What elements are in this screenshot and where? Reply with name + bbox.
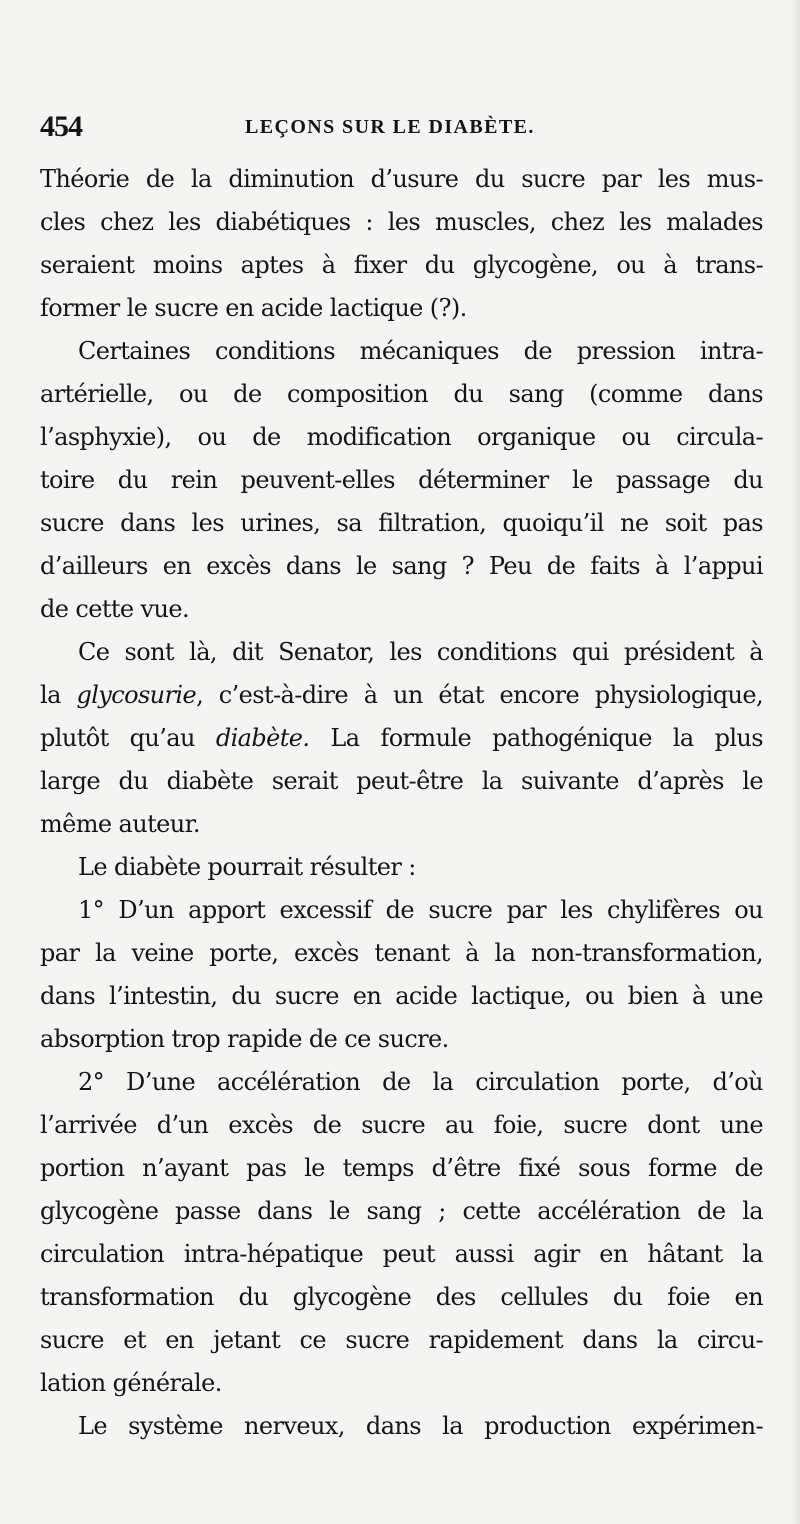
text-line: Ce sont là, dit Senator, les conditions qui président à — [78, 638, 763, 666]
text-line: d’ailleurs en excès dans le sang ? Peu de faits à l’appui — [40, 552, 763, 580]
paragraph-nervous-system — [40, 1405, 763, 1448]
text-line: 2° D’une accélération de la circulation porte, d’où — [78, 1068, 763, 1096]
running-head: LEÇONS SUR LE DIABÈTE. — [245, 116, 535, 138]
text-line: large du diabète serait peut-être la suivante d’après le — [40, 767, 763, 795]
italic-term-glycosurie: glycosurie — [76, 681, 197, 709]
text-line-glycosurie — [40, 674, 763, 717]
paragraph-diabetes-causes-intro — [40, 846, 763, 889]
text-line: former le sucre en acide lactique (?). — [40, 294, 467, 322]
text-line: 1° D’un apport excessif de sucre par les chylifères ou — [78, 896, 763, 924]
text-line: transformation du glycogène des cellules du foie en — [40, 1283, 763, 1311]
text-line: l’arrivée d’un excès de sucre au foie, sucre dont une — [40, 1111, 763, 1139]
italic-term-diabete: diabète. — [215, 724, 310, 752]
paragraph-cause-2 — [40, 1061, 763, 1405]
text-line-diabete — [40, 717, 763, 760]
text-line: dans l’intestin, du sucre en acide lactique, ou bien à une — [40, 982, 763, 1010]
text-line: Le diabète pourrait résulter : — [78, 853, 416, 881]
text-line: absorption trop rapide de ce sucre. — [40, 1025, 449, 1053]
text-line: l’asphyxie), ou de modification organique ou circula- — [40, 423, 763, 451]
text-line: seraient moins aptes à fixer du glycogène, ou à trans- — [40, 251, 763, 279]
text-line: portion n’ayant pas le temps d’être fixé sous forme de — [40, 1154, 763, 1182]
text-line: sucre dans les urines, sa filtration, quoiqu’il ne soit pas — [40, 509, 763, 537]
text-line: Certaines conditions mécaniques de pression intra- — [78, 337, 763, 365]
paragraph-mechanical-conditions — [40, 330, 763, 631]
text-line: même auteur. — [40, 810, 200, 838]
text-line: Le système nerveux, dans la production expérimen- — [78, 1412, 763, 1440]
text-fragment: plutôt qu’au — [40, 724, 216, 752]
text-fragment: la — [40, 681, 77, 709]
text-line: lation générale. — [40, 1369, 222, 1397]
paragraph-senator — [40, 631, 763, 846]
page-number: 454 — [40, 110, 82, 143]
paragraph-muscle-theory — [40, 158, 763, 330]
text-line: cles chez les diabétiques : les muscles, chez les malades — [40, 208, 763, 236]
text-line: artérielle, ou de composition du sang (comme dans — [40, 380, 763, 408]
text-line: sucre et en jetant ce sucre rapidement dans la circu- — [40, 1326, 763, 1354]
page-header — [40, 110, 760, 150]
text-fragment: , c’est-à-dire à un état encore physiologique, — [196, 681, 763, 709]
text-line: Théorie de la diminution d’usure du sucre par les mus- — [40, 165, 763, 193]
text-line: par la veine porte, excès tenant à la non-transformation, — [40, 939, 763, 967]
text-fragment: La formule pathogénique la plus — [309, 724, 763, 752]
text-line: circulation intra-hépatique peut aussi agir en hâtant la — [40, 1240, 763, 1268]
text-line: de cette vue. — [40, 595, 190, 623]
body-text — [40, 158, 763, 1448]
page-edge-shadow — [790, 0, 800, 1524]
text-line: toire du rein peuvent-elles déterminer le passage du — [40, 466, 763, 494]
paragraph-cause-1 — [40, 889, 763, 1061]
text-line: glycogène passe dans le sang ; cette accélération de la — [40, 1197, 763, 1225]
